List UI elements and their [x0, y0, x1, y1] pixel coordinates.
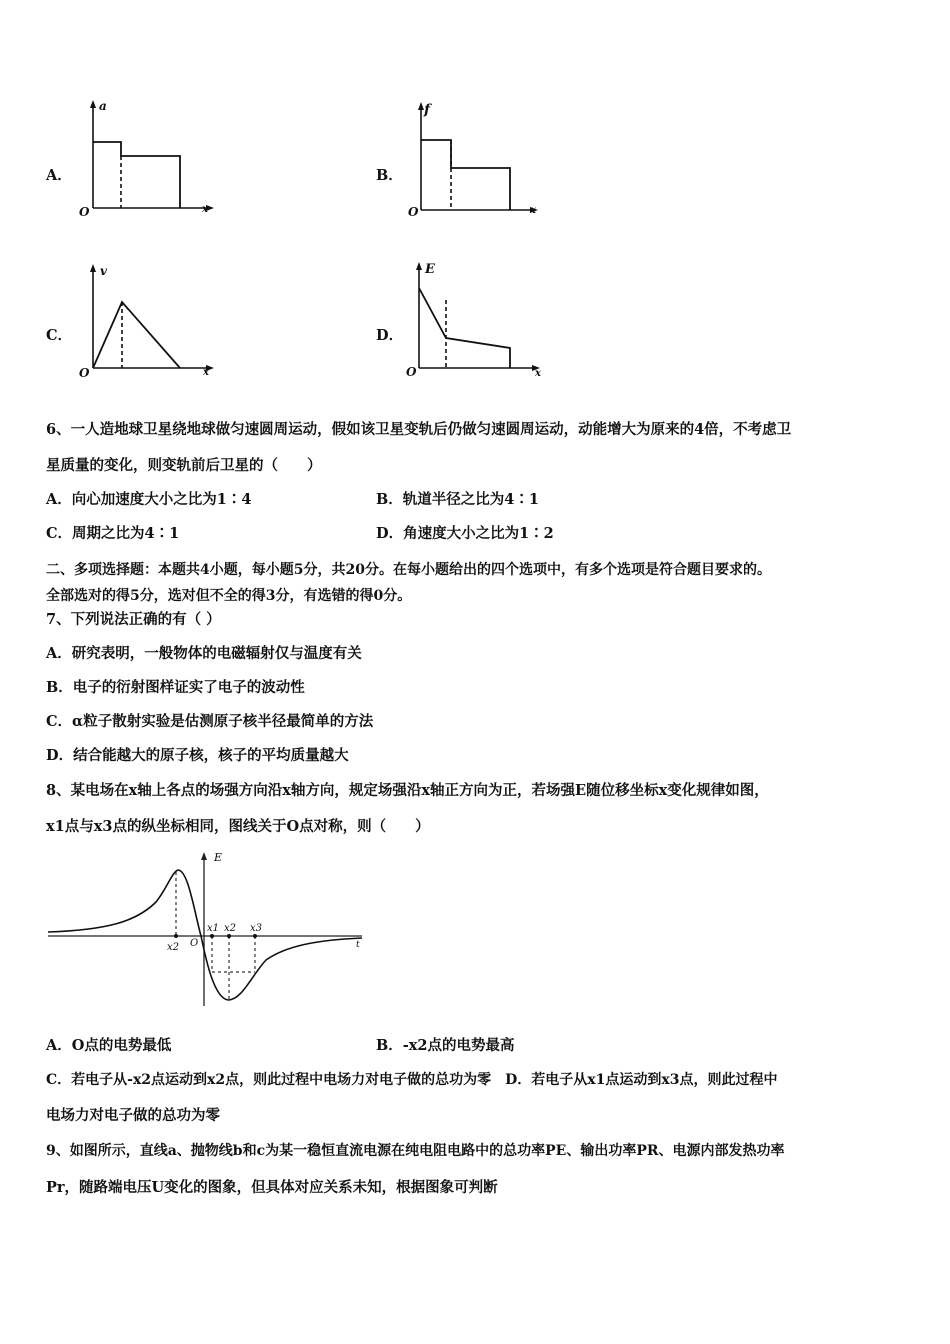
graph-a-curve: [93, 142, 180, 208]
section2-heading-line2: 全部选对的得5分，选对但不全的得3分，有选错的得0分。: [46, 588, 412, 604]
graph-b-origin: O: [408, 205, 419, 219]
option-a-label: A．: [46, 167, 72, 184]
graph-a-origin: O: [79, 205, 90, 219]
graph-b-xlabel: x: [530, 205, 536, 216]
graph-c-curve: [93, 302, 180, 368]
graph-a-y-arrow: [90, 100, 96, 108]
q8-graph-label-x3: x3: [250, 923, 263, 934]
graph-c-origin: O: [79, 366, 90, 380]
q8-option-a: A．O点的电势最低: [46, 1037, 172, 1054]
q8-option-d-continued: 电场力对电子做的总功为零: [46, 1107, 220, 1124]
q8-graph-point-x1: [210, 934, 214, 938]
option-d-label: D．: [376, 327, 404, 344]
q6-option-d: D．角速度大小之比为1∶2: [376, 525, 554, 542]
graph-d: [406, 260, 556, 384]
q7-option-b: B．电子的衍射图样证实了电子的波动性: [46, 679, 305, 696]
q8-graph-label-x2: x2: [224, 923, 237, 934]
graph-c-y-arrow: [90, 264, 96, 272]
graph-a-xlabel: x: [202, 204, 208, 215]
graph-a-ylabel: a: [99, 99, 107, 113]
graph-d-curve: [419, 288, 510, 368]
q8-graph-point-neg-x2: [174, 934, 178, 938]
graph-d-y-arrow: [416, 262, 422, 270]
q8-graph-y-arrow: [201, 852, 207, 860]
option-c-label: C．: [46, 327, 73, 344]
q8-stem-line2: x1点与x3点的纵坐标相同，图线关于O点对称，则（ ）: [46, 818, 430, 835]
graph-b-curve: [421, 140, 510, 210]
q6-option-c: C．周期之比为4∶1: [46, 525, 180, 542]
q8-graph-point-x2: [227, 934, 231, 938]
q9-stem-line2: Pr，随路端电压U变化的图象，但具体对应关系未知，根据图象可判断: [46, 1179, 498, 1196]
q6-stem-line1: 6、一人造地球卫星绕地球做匀速圆周运动，假如该卫星变轨后仍做匀速圆周运动，动能增大为原来的4倍，不考虑卫: [46, 421, 792, 438]
q7-option-a: A．研究表明，一般物体的电磁辐射仅与温度有关: [46, 645, 362, 662]
q8-graph-label-neg-x2: x2: [167, 942, 180, 953]
q6-option-b: B．轨道半径之比为4∶1: [376, 491, 539, 508]
graph-d-xlabel: x: [535, 368, 541, 379]
q8-graph-ylabel: E: [214, 851, 223, 864]
option-b-label: B．: [376, 167, 403, 184]
graph-b-ylabel: f: [424, 102, 431, 118]
q6-option-a: A．向心加速度大小之比为1∶4: [46, 491, 252, 508]
graph-d-ylabel: E: [425, 262, 435, 277]
q7-option-d: D．结合能越大的原子核，核子的平均质量越大: [46, 747, 349, 764]
q8-option-c-d: C．若电子从-x2点运动到x2点，则此过程中电场力对电子做的总功为零 D．若电子从x1点运动到x3点，则此过程中: [46, 1072, 778, 1088]
section2-heading-line1: 二、多项选择题：本题共4小题，每小题5分，共20分。在每小题给出的四个选项中，有多个选项是符合题目要求的。: [46, 562, 771, 578]
graph-c-ylabel: v: [100, 264, 107, 278]
graph-d-origin: O: [406, 365, 417, 379]
q8-stem-line1: 8、某电场在x轴上各点的场强方向沿x轴方向，规定场强沿x轴正方向为正，若场强E随位移坐标x变化规律如图，: [46, 782, 769, 799]
q9-stem-line1: 9、如图所示，直线a、抛物线b和c为某一稳恒直流电源在纯电阻电路中的总功率PE、输出功率PR、电源内部发热功率: [46, 1143, 785, 1159]
graph-c-xlabel: x: [203, 367, 209, 378]
q8-graph-xlabel: t: [356, 940, 360, 950]
q6-stem-line2: 星质量的变化，则变轨前后卫星的（ ）: [46, 457, 322, 474]
q8-option-b: B．-x2点的电势最高: [376, 1037, 515, 1054]
q8-graph-origin: O: [190, 938, 199, 949]
q8-graph-curve: [48, 870, 362, 1000]
q7-option-c: C．α粒子散射实验是估测原子核半径最简单的方法: [46, 713, 374, 730]
q7-stem: 7、下列说法正确的有（ ）: [46, 611, 221, 628]
q8-graph-point-x3: [253, 934, 257, 938]
q8-graph-label-x1: x1: [207, 923, 220, 934]
